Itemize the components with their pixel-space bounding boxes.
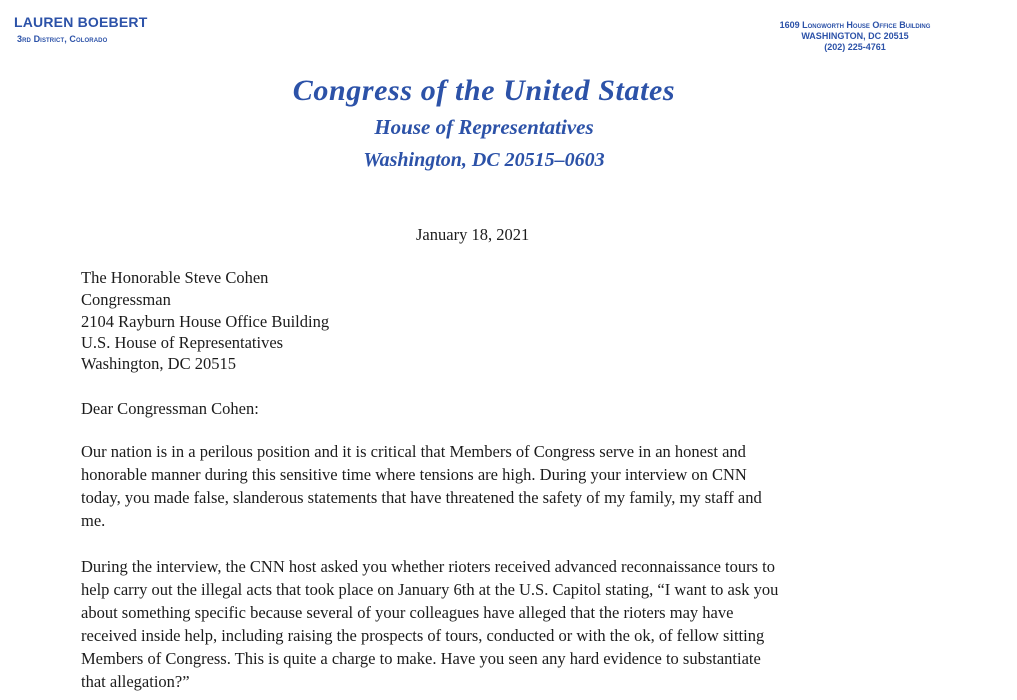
office-address-line2: WASHINGTON, DC 20515	[801, 31, 909, 41]
body-line: received inside help, including raising the prospects of tours, conducted or with the ok, of fellow sitting	[81, 626, 765, 645]
office-address-line1: 1609 Longworth House Office Building	[779, 20, 931, 30]
recipient-line: The Honorable Steve Cohen	[81, 268, 269, 287]
body-line: help carry out the illegal acts that took place on January 6th at the U.S. Capitol stating, “I want to ask you	[81, 580, 779, 599]
body-line: me.	[81, 511, 106, 530]
office-address-block	[730, 20, 980, 53]
office-phone: (202) 225-4761	[824, 42, 886, 52]
letter-date: January 18, 2021	[416, 225, 530, 244]
body-line: that allegation?”	[81, 672, 190, 691]
sender-district: 3rd District, Colorado	[17, 34, 108, 44]
body-line: During the interview, the CNN host asked you whether rioters received advanced reconnaissance tours to	[81, 557, 775, 576]
body-paragraph-1	[81, 440, 921, 532]
body-line: honorable manner during this sensitive time where tensions are high. During your interview on CNN	[81, 465, 747, 484]
letterhead-title: Congress of the United States	[292, 74, 676, 107]
body-line: Members of Congress. This is quite a charge to make. Have you seen any hard evidence to substantiate	[81, 649, 761, 668]
salutation: Dear Congressman Cohen:	[81, 399, 259, 418]
letterhead-city: Washington, DC 20515–0603	[363, 149, 605, 171]
sender-name: LAUREN BOEBERT	[14, 14, 148, 30]
recipient-line: U.S. House of Representatives	[81, 333, 284, 352]
recipient-line: 2104 Rayburn House Office Building	[81, 312, 330, 331]
body-paragraph-2	[81, 555, 921, 693]
recipient-line: Congressman	[81, 290, 171, 309]
body-line: about something specific because several of your colleagues have alleged that the rioters may have	[81, 603, 734, 622]
body-line: Our nation is in a perilous position and it is critical that Members of Congress serve in an honest and	[81, 442, 746, 461]
recipient-line: Washington, DC 20515	[81, 354, 236, 373]
letterhead-subtitle: House of Representatives	[374, 115, 594, 139]
body-line: today, you made false, slanderous statements that have threatened the safety of my family, my staff and	[81, 488, 762, 507]
